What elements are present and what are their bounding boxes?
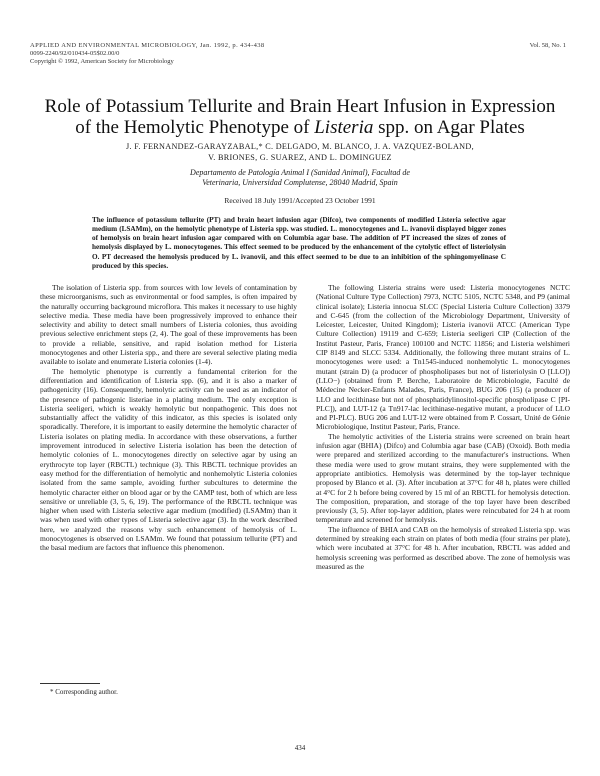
paragraph: The isolation of Listeria spp. from sources with low levels of contamination by these microorganisms, such as environmental or food samples, is often impaired by the naturally occurring background microflora. This makes it necessary to use highly selective media. These media have been progressively improved to enhance their selectivity and ability to detect small numbers of Listeria colonies, thus avoiding previous selective enrichment steps (2, 4). The goal of these improvements has been to provide a reliable, sensitive, and rapid isolation method for Listeria monocytogenes and other Listeria spp., and there are several selective plating media available to isolate and enumerate Listeria colonies (1-4). xyxy=(40,283,297,367)
authors-line-2: V. BRIONES, G. SUAREZ, AND L. DOMINGUEZ xyxy=(208,152,392,162)
abstract: The influence of potassium tellurite (PT) and brain heart infusion agar (Difco), two components of modified Listeria selective agar medium (LSAMm), on the hemolytic phenotype of Listeria spp. was studied. L. monocytogenes and L. ivanovii displayed bigger zones of hemolysis on brain heart infusion agar compared with on Columbia agar base. The addition of PT increased the sizes of zones of hemolysis displayed by L. monocytogenes. This effect seemed to be produced by the enhancement of the cytolytic effect of listeriolysin O. PT decreased the hemolysis produced by L. ivanovii, and this effect seemed to be due to an inhibition of the sphingomyelinase C produced by this species. xyxy=(92,216,507,270)
body-right-column xyxy=(316,283,570,571)
received-date: Received 18 July 1991/Accepted 23 October 1991 xyxy=(224,196,376,205)
paragraph: The following Listeria strains were used: Listeria monocytogenes NCTC (National Culture Type Collection) 7973, NCTC 5105, NCTC 5348, and P9 (animal clinical isolate); Listeria innocua SLCC (Special Listeria Culture Collection) 3379 and C-645 (from the collection of the Microbiology Department, University of Leicester, Leicester, United Kingdom); Listeria ivanovii ATCC (American Type Culture Collection) 19119 and C-659; Listeria seeligeri CIP (Collection of the Institut Pasteur, Paris, France) 100100 and NCTC 11856; and Listeria welshimeri CIP 8149 and SLCC 5334. Additionally, the following three mutant strains of L. monocytogenes were used: a Tn1545-induced nonhemolytic L. monocytogenes mutant (strain D) (a producer of phospholipases but not of listeriolysin O [LLO]) (LLO−) (obtained from P. Berche, Laboratoire de Microbiologie, Faculté de Médecine Necker-Enfants Malades, Paris, France), BUG 206 (15) (a producer of LLO and lecithinase but not of phosphatidylinositol-specific phospholipase C [PI-PLC]), and LUT-12 (a Tn917-lac lecithinase-negative mutant, a producer of LLO and PI-PLC). BUG 206 and LUT-12 were obtained from P. Cossart, Unité de Génie Microbiologique, Institut Pasteur, Paris, France. xyxy=(316,283,570,432)
author-list xyxy=(60,142,540,163)
affiliation: Departamento de Patología Animal I (Sanidad Animal), Facultad de Veterinaria, Universidad Complutense, 28040 Madrid, Spain xyxy=(190,168,410,187)
copyright-line: Copyright © 1992, American Society for Microbiology xyxy=(30,58,174,65)
footnote-divider xyxy=(40,683,100,684)
journal-citation: APPLIED AND ENVIRONMENTAL MICROBIOLOGY, Jan. 1992, p. 434-438 xyxy=(30,42,265,49)
footnote: * Corresponding author. xyxy=(50,688,118,696)
title-line-2: of the Hemolytic Phenotype of Listeria spp. on Agar Plates xyxy=(75,117,525,138)
body-left-column xyxy=(40,283,297,553)
volume-info: Vol. 58, No. 1 xyxy=(529,42,566,49)
title-line-1: Role of Potassium Tellurite and Brain Heart Infusion in Expression xyxy=(44,96,556,117)
paper-title xyxy=(20,96,580,138)
authors-line-1: J. F. FERNANDEZ-GARAYZABAL,* C. DELGADO, M. BLANCO, J. A. VAZQUEZ-BOLAND, xyxy=(126,142,474,151)
page-number: 434 xyxy=(294,744,306,752)
paragraph: The hemolytic activities of the Listeria strains were screened on brain heart infusion agar (BHIA) (Difco) and Columbia agar base (CAB) (Oxoid). Both media were prepared and sterilized according to the manufacturer's instructions. When these media were used to grow mutant strains, they were supplemented with the appropriate antibiotics. Hemolysis was determined by the top-layer technique proposed by Blanco et al. (3). After incubation at 37°C for 48 h, plates were chilled at 4°C for 2 h before being covered by 15 ml of an RBCTL for hemolysis detection. The composition, preparation, and storage of the top layer have been described previously (3, 5). After top-layer addition, plates were reincubated for 24 h at room temperature and screened for hemolysis. xyxy=(316,431,570,525)
paragraph: The hemolytic phenotype is currently a fundamental criterion for the differentiation and identification of Listeria spp. (6), and it is also a marker of pathogenicity (16). Consequently, hemolytic activity can be used as an indicator of the presence of pathogenic listeriae in a plating medium. The only exception is Listeria seeligeri, which is weakly hemolytic but nonpathogenic. This does not substantially affect the validity of this indicator, as this species is isolated only sporadically. Therefore, it is important to easily determine the hemolytic character of Listeria isolates on plating media. In accordance with these observations, a further improvement introduced in selective Listeria isolation has been the detection of hemolytic colonies of L. monocytogenes directly on selective agar by using an erythrocyte top layer (RBCTL) technique (3). This RBCTL technique provides an easy method for the differentiation of hemolytic and nonhemolytic Listeria colonies isolated from the same sample, avoiding further subcultures to determine the hemolytic character either on blood agar or by the CAMP test, both of which are less sensitive or unreliable (3, 5, 6, 19). The performance of the RBCTL technique was higher when used with Listeria selective agar medium (modified) (LSAMm) than it was when used with other types of Listeria selective agar (3). In the work described here, we analyzed the reasons why such enhancement of hemolysis of L. monocytogenes is observed on LSAMm. We found that potassium tellurite (PT) and the basal medium are factors that influence this phenomenon. xyxy=(40,366,297,553)
paragraph: The influence of BHIA and CAB on the hemolysis of streaked Listeria spp. was determined by streaking each strain on plates of both media (four strains per plate), which were incubated at 37°C for 48 h. After incubation, RBCTL was added and hemolysis screening was performed as described above. The zone of hemolysis was measured as the xyxy=(316,524,570,571)
issn-line: 0099-2240/92/010434-05$02.00/0 xyxy=(30,50,120,57)
journal-header xyxy=(30,42,360,66)
